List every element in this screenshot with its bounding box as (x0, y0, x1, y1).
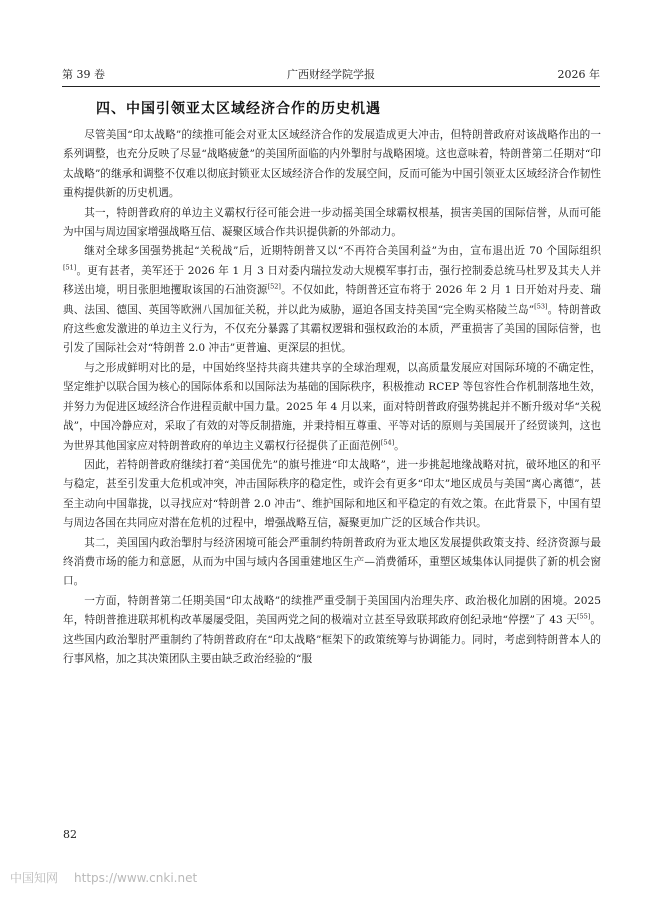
paragraph (63, 204, 601, 243)
paragraph (63, 592, 601, 670)
citation-ref: [54] (380, 437, 395, 446)
citation-ref: [52] (267, 282, 281, 291)
paragraph-text: 。不仅如此，特朗普还宣布将于 2026 年 2 月 1 日开始对丹麦、瑞典、法国、德国、英国等欧洲八国加征关税，并以此为威胁，逼迫各国支持美国“完全购买格陵兰岛” (63, 284, 601, 316)
paragraph (63, 359, 601, 456)
citation-ref: [51] (63, 263, 77, 272)
section-title: 四、中国引领亚太区域经济合作的历史机遇 (96, 101, 381, 117)
watermark-brand: 中国知网 (10, 871, 59, 885)
volume-label: 第 39 卷 (62, 68, 105, 81)
paragraph-text: 。更有甚者，美军还于 2026 年 1 月 3 日对委内瑞拉发动大规模军事打击，强行控制委总统马杜罗及其夫人并移送出境，明目张胆地攫取该国的石油资源 (63, 264, 601, 297)
paragraph-text: 继对全球多国强势挑起“关税战”后，近期特朗普又以“不再符合美国利益”为由，宣布退出近 70 个国际组织 (84, 245, 601, 258)
cnki-watermark (10, 869, 197, 886)
page-number: 82 (63, 828, 77, 841)
paragraph-text: 一方面，特朗普第二任期美国“印太战略”的续推严重受制于美国国内治理失序、政治极化加剧的困境。2025 年，特朗普推进联邦机构改革屡屡受阻，美国两党之间的极端对立甚至导致联邦政府创纪录地“停摆”了 43 天 (63, 594, 601, 627)
watermark-url: https://www.cnki.net (74, 871, 198, 885)
paragraph-text: 其一，特朗普政府的单边主义霸权行径可能会进一步动摇美国全球霸权根基，损害美国的国际信誉，从而可能为中国与周边国家增强战略互信、凝聚区域合作共识提供新的外部动力。 (63, 206, 601, 239)
paragraph-text: 。 (394, 439, 405, 452)
paragraph-text: 。特朗普政府这些愈发激进的单边主义行为，不仅充分暴露了其霸权逻辑和强权政治的本质，严重损害了美国的国际信誉，也引发了国际社会对“特朗普 2.0 冲击”更普遍、更深层的担忧。 (63, 303, 602, 355)
paragraph-text: 。这些国内政治掣肘严重制约了特朗普政府在“印太战略”框架下的政策统筹与协调能力。同时，考虑到特朗普本人的行事风格，加之其决策团队主要由缺乏政治经验的“服 (63, 614, 602, 665)
paragraph-text: 尽管美国“印太战略”的续推可能会对亚太区域经济合作的发展造成更大冲击，但特朗普政府对该战略作出的一系列调整，也充分反映了尽显“战略疲惫”的美国所面临的内外掣肘与战略困境。这也意味着，特朗普第二任期对“印太战略”的继承和调整不仅难以彻底封锁亚太区域经济合作的发展空间，反而可能为中国引领亚太区域经济合作韧性重构提供新的历史机遇。 (63, 129, 601, 200)
article-body (63, 126, 601, 669)
paragraph (63, 126, 601, 204)
paragraph (63, 242, 601, 358)
citation-ref: [53] (534, 302, 548, 311)
paragraph-text: 因此，若特朗普政府继续打着“美国优先”的旗号推进“印太战略”，进一步挑起地缘战略对抗，破坏地区的和平与稳定，甚至引发重大危机或冲突，冲击国际秩序的稳定性，或许会有更多“印太”地区成员与美国“离心离德”，甚至主动向中国靠拢，以寻找应对“特朗普 2.0 冲击”、维护国际和地区和平稳定的有效之策。在此背景下，中国有望与周边各国在共同应对潜在危机的过程中，增强战略互信，凝聚更加广泛的区域合作共识。 (63, 458, 601, 530)
paragraph (63, 534, 601, 592)
paragraph-text: 其二，美国国内政治掣肘与经济困境可能会严重制约特朗普政府为亚太地区发展提供政策支持、经济资源与最终消费市场的能力和意愿，从而为中国与域内各国重建地区生产—消费循环，重塑区域集体认同提供了新的机会窗口。 (63, 536, 601, 588)
journal-name: 广西财经学院学报 (287, 68, 375, 81)
year-label: 2026 年 (557, 68, 600, 81)
header-rule (62, 86, 600, 87)
citation-ref: [55] (576, 612, 591, 621)
paragraph-text: 与之形成鲜明对比的是，中国始终坚持共商共建共享的全球治理观，以高质量发展应对国际环境的不确定性，坚定维护以联合国为核心的国际体系和以国际法为基础的国际秩序，积极推动 RCEP 等包容性合作机制落地生效，并努力为促进区域经济合作进程贡献中国力量。2025 年 4 月以来，面对特朗普政府强势挑起并不断升级对华“关税战”，中国冷静应对，采取了有效的对等反制措施，并秉持相互尊重、平等对话的原则与美国展开了经贸谈判，这也为世界其他国家应对特朗普政府的单边主义霸权行径提供了正面范例 (63, 361, 601, 452)
running-header (62, 66, 600, 84)
paragraph (63, 456, 601, 534)
